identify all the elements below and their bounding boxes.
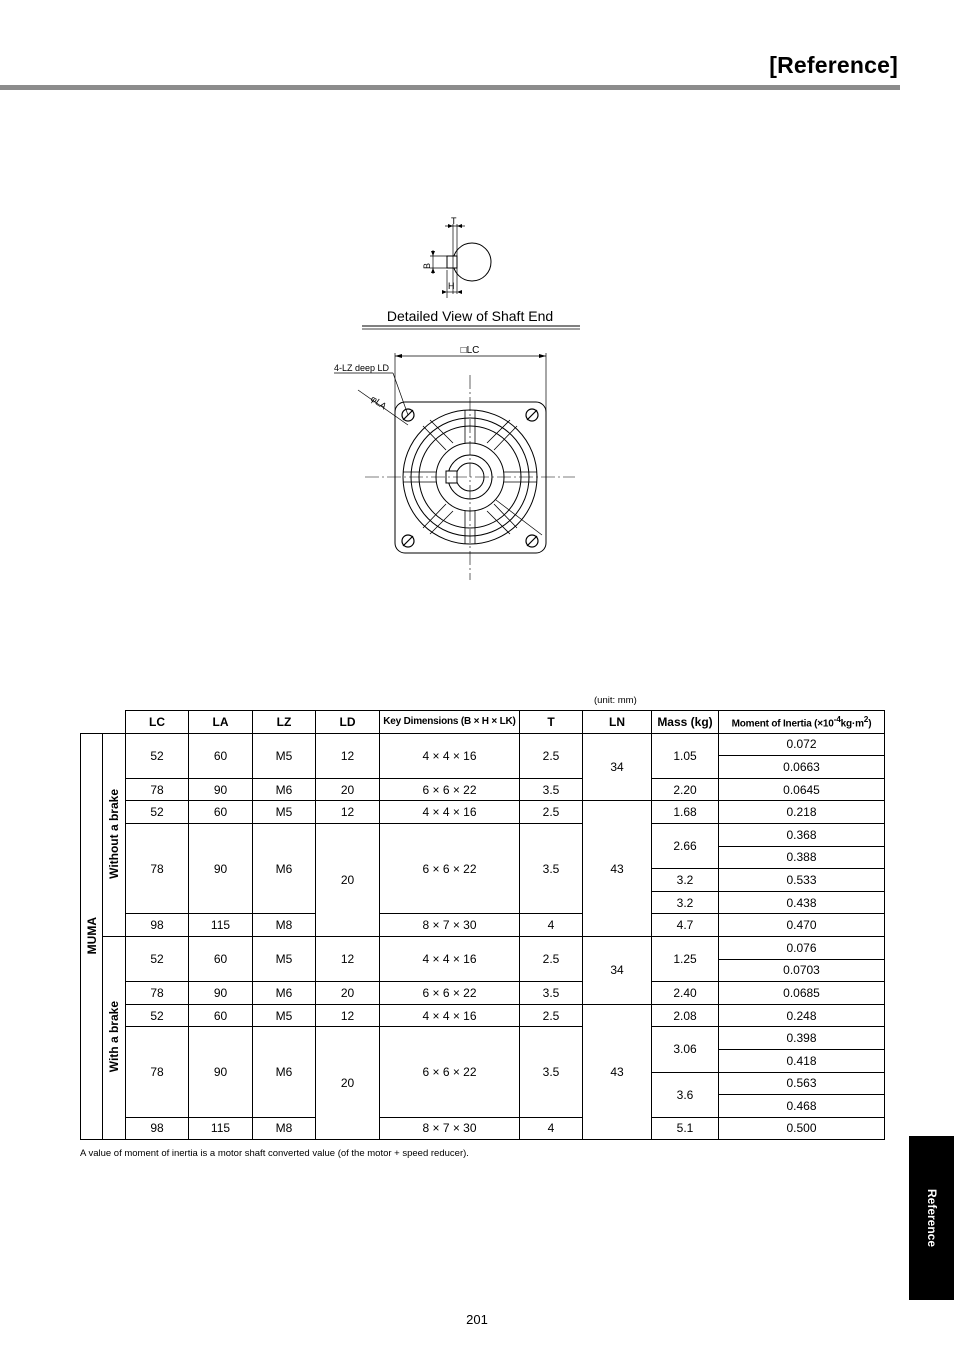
table-row <box>81 982 885 1005</box>
table-cell: 6 × 6 × 22 <box>380 778 520 801</box>
table-cell: 20 <box>316 823 380 936</box>
table-cell: 12 <box>316 801 380 824</box>
table-cell: 12 <box>316 733 380 778</box>
table-cell: M5 <box>253 801 316 824</box>
table-row <box>81 733 885 756</box>
col-header: T <box>520 711 583 734</box>
table-row <box>81 823 885 846</box>
table-cell: 3.2 <box>652 891 719 914</box>
table-cell: 0.248 <box>719 1004 885 1027</box>
model-cell: MUMA <box>81 733 103 1140</box>
table-cell: 3.5 <box>520 1027 583 1117</box>
side-tab-reference[interactable] <box>909 1136 954 1300</box>
label-lz: 4-LZ deep LD <box>334 363 390 373</box>
table-cell: 34 <box>583 936 652 1004</box>
table-cell: 20 <box>316 1027 380 1140</box>
table-cell: 0.388 <box>719 846 885 869</box>
table-row <box>81 801 885 824</box>
table-cell: 4.7 <box>652 914 719 937</box>
label-lc: □LC <box>460 345 480 356</box>
side-tab-label: Reference <box>924 1188 939 1248</box>
col-header: LC <box>126 711 189 734</box>
col-header: LD <box>316 711 380 734</box>
table-cell: 4 × 4 × 16 <box>380 1004 520 1027</box>
table-cell: 20 <box>316 778 380 801</box>
table-cell: 2.20 <box>652 778 719 801</box>
table-cell: 98 <box>126 914 189 937</box>
table-cell: 43 <box>583 1004 652 1140</box>
table-cell: 34 <box>583 733 652 801</box>
table-cell: 90 <box>189 778 253 801</box>
table-cell: 5.1 <box>652 1117 719 1140</box>
table-cell: 4 <box>520 1117 583 1140</box>
table-cell: 0.398 <box>719 1027 885 1050</box>
table-cell: 2.5 <box>520 733 583 778</box>
table-cell: 78 <box>126 823 189 913</box>
table-cell: 1.05 <box>652 733 719 778</box>
table-cell: 0.418 <box>719 1049 885 1072</box>
table-row <box>81 914 885 937</box>
table-cell: 0.076 <box>719 936 885 959</box>
table-cell: 78 <box>126 778 189 801</box>
table-cell: 12 <box>316 1004 380 1027</box>
table-cell: 52 <box>126 733 189 778</box>
col-header-inertia: Moment of Inertia $(\times 10^{-4}kg\cdot m^2)$ <box>719 711 885 734</box>
table-cell: 0.468 <box>719 1095 885 1118</box>
table-cell: 52 <box>126 801 189 824</box>
table-cell: 90 <box>189 1027 253 1117</box>
table-cell: M5 <box>253 936 316 981</box>
table-cell: 0.500 <box>719 1117 885 1140</box>
table-cell: 4 × 4 × 16 <box>380 733 520 778</box>
table-cell: 52 <box>126 936 189 981</box>
table-row <box>81 778 885 801</box>
table-cell: 60 <box>189 1004 253 1027</box>
header-rule <box>0 85 900 90</box>
table-cell: 115 <box>189 1117 253 1140</box>
table-cell: 3.5 <box>520 823 583 913</box>
table-cell: 0.533 <box>719 869 885 892</box>
table-cell: 3.5 <box>520 982 583 1005</box>
footnote: A value of moment of inertia is a motor shaft converted value (of the motor + speed reducer). <box>80 1148 469 1159</box>
table-cell: 78 <box>126 982 189 1005</box>
table-cell: M8 <box>253 914 316 937</box>
table-cell: 6 × 6 × 22 <box>380 823 520 913</box>
motor-flange-drawing <box>320 210 590 585</box>
table-cell: 60 <box>189 801 253 824</box>
group-label: With a brake <box>103 936 126 1139</box>
table-header-row <box>81 711 885 734</box>
col-header: LA <box>189 711 253 734</box>
table-cell: 8 × 7 × 30 <box>380 1117 520 1140</box>
table-cell: 0.563 <box>719 1072 885 1095</box>
table-cell: 60 <box>189 936 253 981</box>
table-cell: M8 <box>253 1117 316 1140</box>
col-header: Mass (kg) <box>652 711 719 734</box>
table-row <box>81 1027 885 1050</box>
flange-square <box>395 402 546 553</box>
page-title: [Reference] <box>769 52 898 78</box>
col-header: LN <box>583 711 652 734</box>
spec-table <box>80 710 885 1140</box>
table-cell: M6 <box>253 1027 316 1117</box>
table-cell: 1.25 <box>652 936 719 981</box>
label-la: φLA <box>368 393 389 412</box>
table-cell: 0.072 <box>719 733 885 756</box>
table-cell: 90 <box>189 982 253 1005</box>
table-row <box>81 1004 885 1027</box>
table-cell: 4 × 4 × 16 <box>380 936 520 981</box>
table-cell: 2.66 <box>652 823 719 868</box>
table-cell: M6 <box>253 982 316 1005</box>
label-t: T <box>451 216 457 226</box>
table-cell: 52 <box>126 1004 189 1027</box>
label-b: B <box>422 262 432 270</box>
table-cell: 3.06 <box>652 1027 719 1072</box>
table-cell: 12 <box>316 936 380 981</box>
table-row <box>81 936 885 959</box>
shaft-end-circle <box>453 243 491 281</box>
page-number: 201 <box>466 1312 488 1327</box>
table-row <box>81 1117 885 1140</box>
table-cell: M5 <box>253 733 316 778</box>
table-cell: 0.0663 <box>719 756 885 779</box>
table-cell: 115 <box>189 914 253 937</box>
col-header: Key Dimensions (B × H × LK) <box>380 711 520 734</box>
table-cell: 2.5 <box>520 936 583 981</box>
shaft-caption: Detailed View of Shaft End <box>386 308 554 324</box>
table-cell: 0.438 <box>719 891 885 914</box>
label-h: H <box>448 281 455 291</box>
table-cell: 0.0685 <box>719 982 885 1005</box>
table-cell: 0.368 <box>719 823 885 846</box>
table-cell: 0.470 <box>719 914 885 937</box>
col-header: LZ <box>253 711 316 734</box>
table-cell: 3.5 <box>520 778 583 801</box>
table-cell: 3.6 <box>652 1072 719 1117</box>
shaft-key <box>447 256 457 268</box>
table-cell: 98 <box>126 1117 189 1140</box>
table-cell: 2.5 <box>520 1004 583 1027</box>
table-cell: 20 <box>316 982 380 1005</box>
group-label: Without a brake <box>103 733 126 936</box>
unit-note: (unit: mm) <box>594 695 637 706</box>
table-cell: 6 × 6 × 22 <box>380 982 520 1005</box>
table-cell: 43 <box>583 801 652 937</box>
table-cell: 8 × 7 × 30 <box>380 914 520 937</box>
table-cell: M5 <box>253 1004 316 1027</box>
table-cell: 0.218 <box>719 801 885 824</box>
table-cell: 1.68 <box>652 801 719 824</box>
table-cell: M6 <box>253 778 316 801</box>
table-cell: 2.08 <box>652 1004 719 1027</box>
table-cell: 0.0703 <box>719 959 885 982</box>
table-cell: 2.5 <box>520 801 583 824</box>
table-cell: 3.2 <box>652 869 719 892</box>
table-cell: 78 <box>126 1027 189 1117</box>
table-cell: 2.40 <box>652 982 719 1005</box>
table-cell: 4 × 4 × 16 <box>380 801 520 824</box>
table-cell: M6 <box>253 823 316 913</box>
table-cell: 0.0645 <box>719 778 885 801</box>
table-cell: 4 <box>520 914 583 937</box>
table-cell: 6 × 6 × 22 <box>380 1027 520 1117</box>
table-cell: 60 <box>189 733 253 778</box>
table-cell: 90 <box>189 823 253 913</box>
